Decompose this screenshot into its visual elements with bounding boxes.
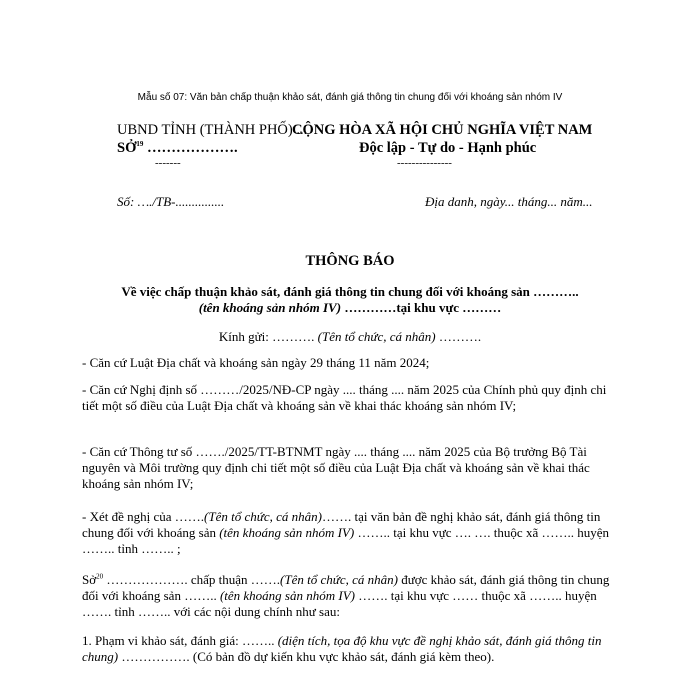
approval-mineral: (tên khoáng sản nhóm IV) bbox=[219, 588, 355, 603]
department-name bbox=[117, 140, 238, 157]
approval-text-d: được khảo sát, đánh giá thông tin chung đối với khoáng sản …….. bbox=[82, 572, 610, 603]
approval-text-f: ……. tại khu vực …… thuộc xã …….. huyện ……. tỉnh …….. với các nội dung chính như sau: bbox=[82, 588, 597, 619]
footnote-ref-19: 19 bbox=[136, 140, 144, 149]
subject-line-2 bbox=[0, 300, 700, 316]
department-prefix: SỞ bbox=[117, 140, 137, 156]
national-title: CỘNG HÒA XÃ HỘI CHỦ NGHĨA VIỆT NAM bbox=[292, 122, 593, 138]
scope-text-c: ……………. (Có bản đồ dự kiến khu vực khảo sát, đánh giá kèm theo). bbox=[118, 649, 495, 664]
paragraph-approval bbox=[82, 572, 622, 620]
recipient-suffix: ………. bbox=[435, 329, 482, 344]
paragraph-scope bbox=[82, 633, 622, 665]
paragraph-legal-basis-3: - Căn cứ Thông tư số ……./2025/TT-BTNMT ngày .... tháng .... năm 2025 của Bộ trưởng Bộ Tài nguyên và Môi trường quy định chi tiết một số điều của Luật Địa chất và khoáng sản về khai thác khoáng sản nhóm IV; bbox=[82, 444, 590, 491]
paragraph-legal-basis-2: - Căn cứ Nghị định số ………/2025/NĐ-CP ngày .... tháng .... năm 2025 của Chính phủ quy định chi tiết một số điều của Luật Địa chất và khoáng sản về khai thác khoáng sản nhóm IV; bbox=[82, 382, 607, 413]
approval-applicant: (Tên tổ chức, cá nhân) bbox=[280, 572, 398, 587]
request-text-a: - Xét đề nghị của ……. bbox=[82, 509, 205, 524]
document-number: Số: …./TB-............... bbox=[117, 194, 225, 209]
paragraph-legal-basis-1: - Căn cứ Luật Địa chất và khoáng sản ngày 29 tháng 11 năm 2024; bbox=[82, 355, 430, 370]
request-mineral: (tên khoáng sản nhóm IV) bbox=[219, 525, 355, 540]
left-divider: ------- bbox=[155, 157, 181, 169]
paragraph-request bbox=[82, 509, 622, 557]
department-placeholder: ………………. bbox=[143, 140, 238, 156]
subject-line-1: Về việc chấp thuận khảo sát, đánh giá thông tin chung đối với khoáng sản ……….. bbox=[121, 284, 579, 299]
scope-area-detail: (diện tích, tọa độ khu vực đề nghị khảo sát, đánh giá thông tin chung) bbox=[82, 633, 602, 664]
request-applicant: (Tên tổ chức, cá nhân) bbox=[204, 509, 322, 524]
approval-text-b: ………………. chấp thuận ……. bbox=[103, 572, 281, 587]
footnote-ref-20: 20 bbox=[96, 572, 104, 581]
request-text-e: …….. tại khu vực …. …. thuộc xã …….. huyện …….. tỉnh …….. ; bbox=[82, 525, 609, 556]
request-text-c: ……. tại văn bản đề nghị khảo sát, đánh giá thông tin chung đối với khoáng sản bbox=[82, 509, 601, 540]
document-title: THÔNG BÁO bbox=[305, 253, 395, 269]
recipient-name: (Tên tổ chức, cá nhân) bbox=[317, 329, 436, 344]
subject-mineral-name: (tên khoáng sản nhóm IV) bbox=[198, 300, 342, 315]
national-motto: Độc lập - Tự do - Hạnh phúc bbox=[359, 140, 537, 156]
subject-area: …………tại khu vực ……… bbox=[341, 300, 502, 315]
issuing-authority: UBND TỈNH (THÀNH PHỐ) ... bbox=[117, 122, 308, 138]
place-and-date: Địa danh, ngày... tháng... năm... bbox=[425, 194, 593, 209]
approval-dept: Sở bbox=[82, 572, 97, 587]
form-label: Mẫu số 07: Văn bản chấp thuận khảo sát, đánh giá thông tin chung đối với khoáng sản nhóm IV bbox=[137, 92, 563, 103]
right-divider: --------------- bbox=[397, 157, 452, 169]
scope-text-a: 1. Phạm vi khảo sát, đánh giá: …….. bbox=[82, 633, 278, 648]
recipient-line bbox=[0, 329, 700, 345]
recipient-prefix: Kính gửi: ………. bbox=[218, 329, 318, 344]
